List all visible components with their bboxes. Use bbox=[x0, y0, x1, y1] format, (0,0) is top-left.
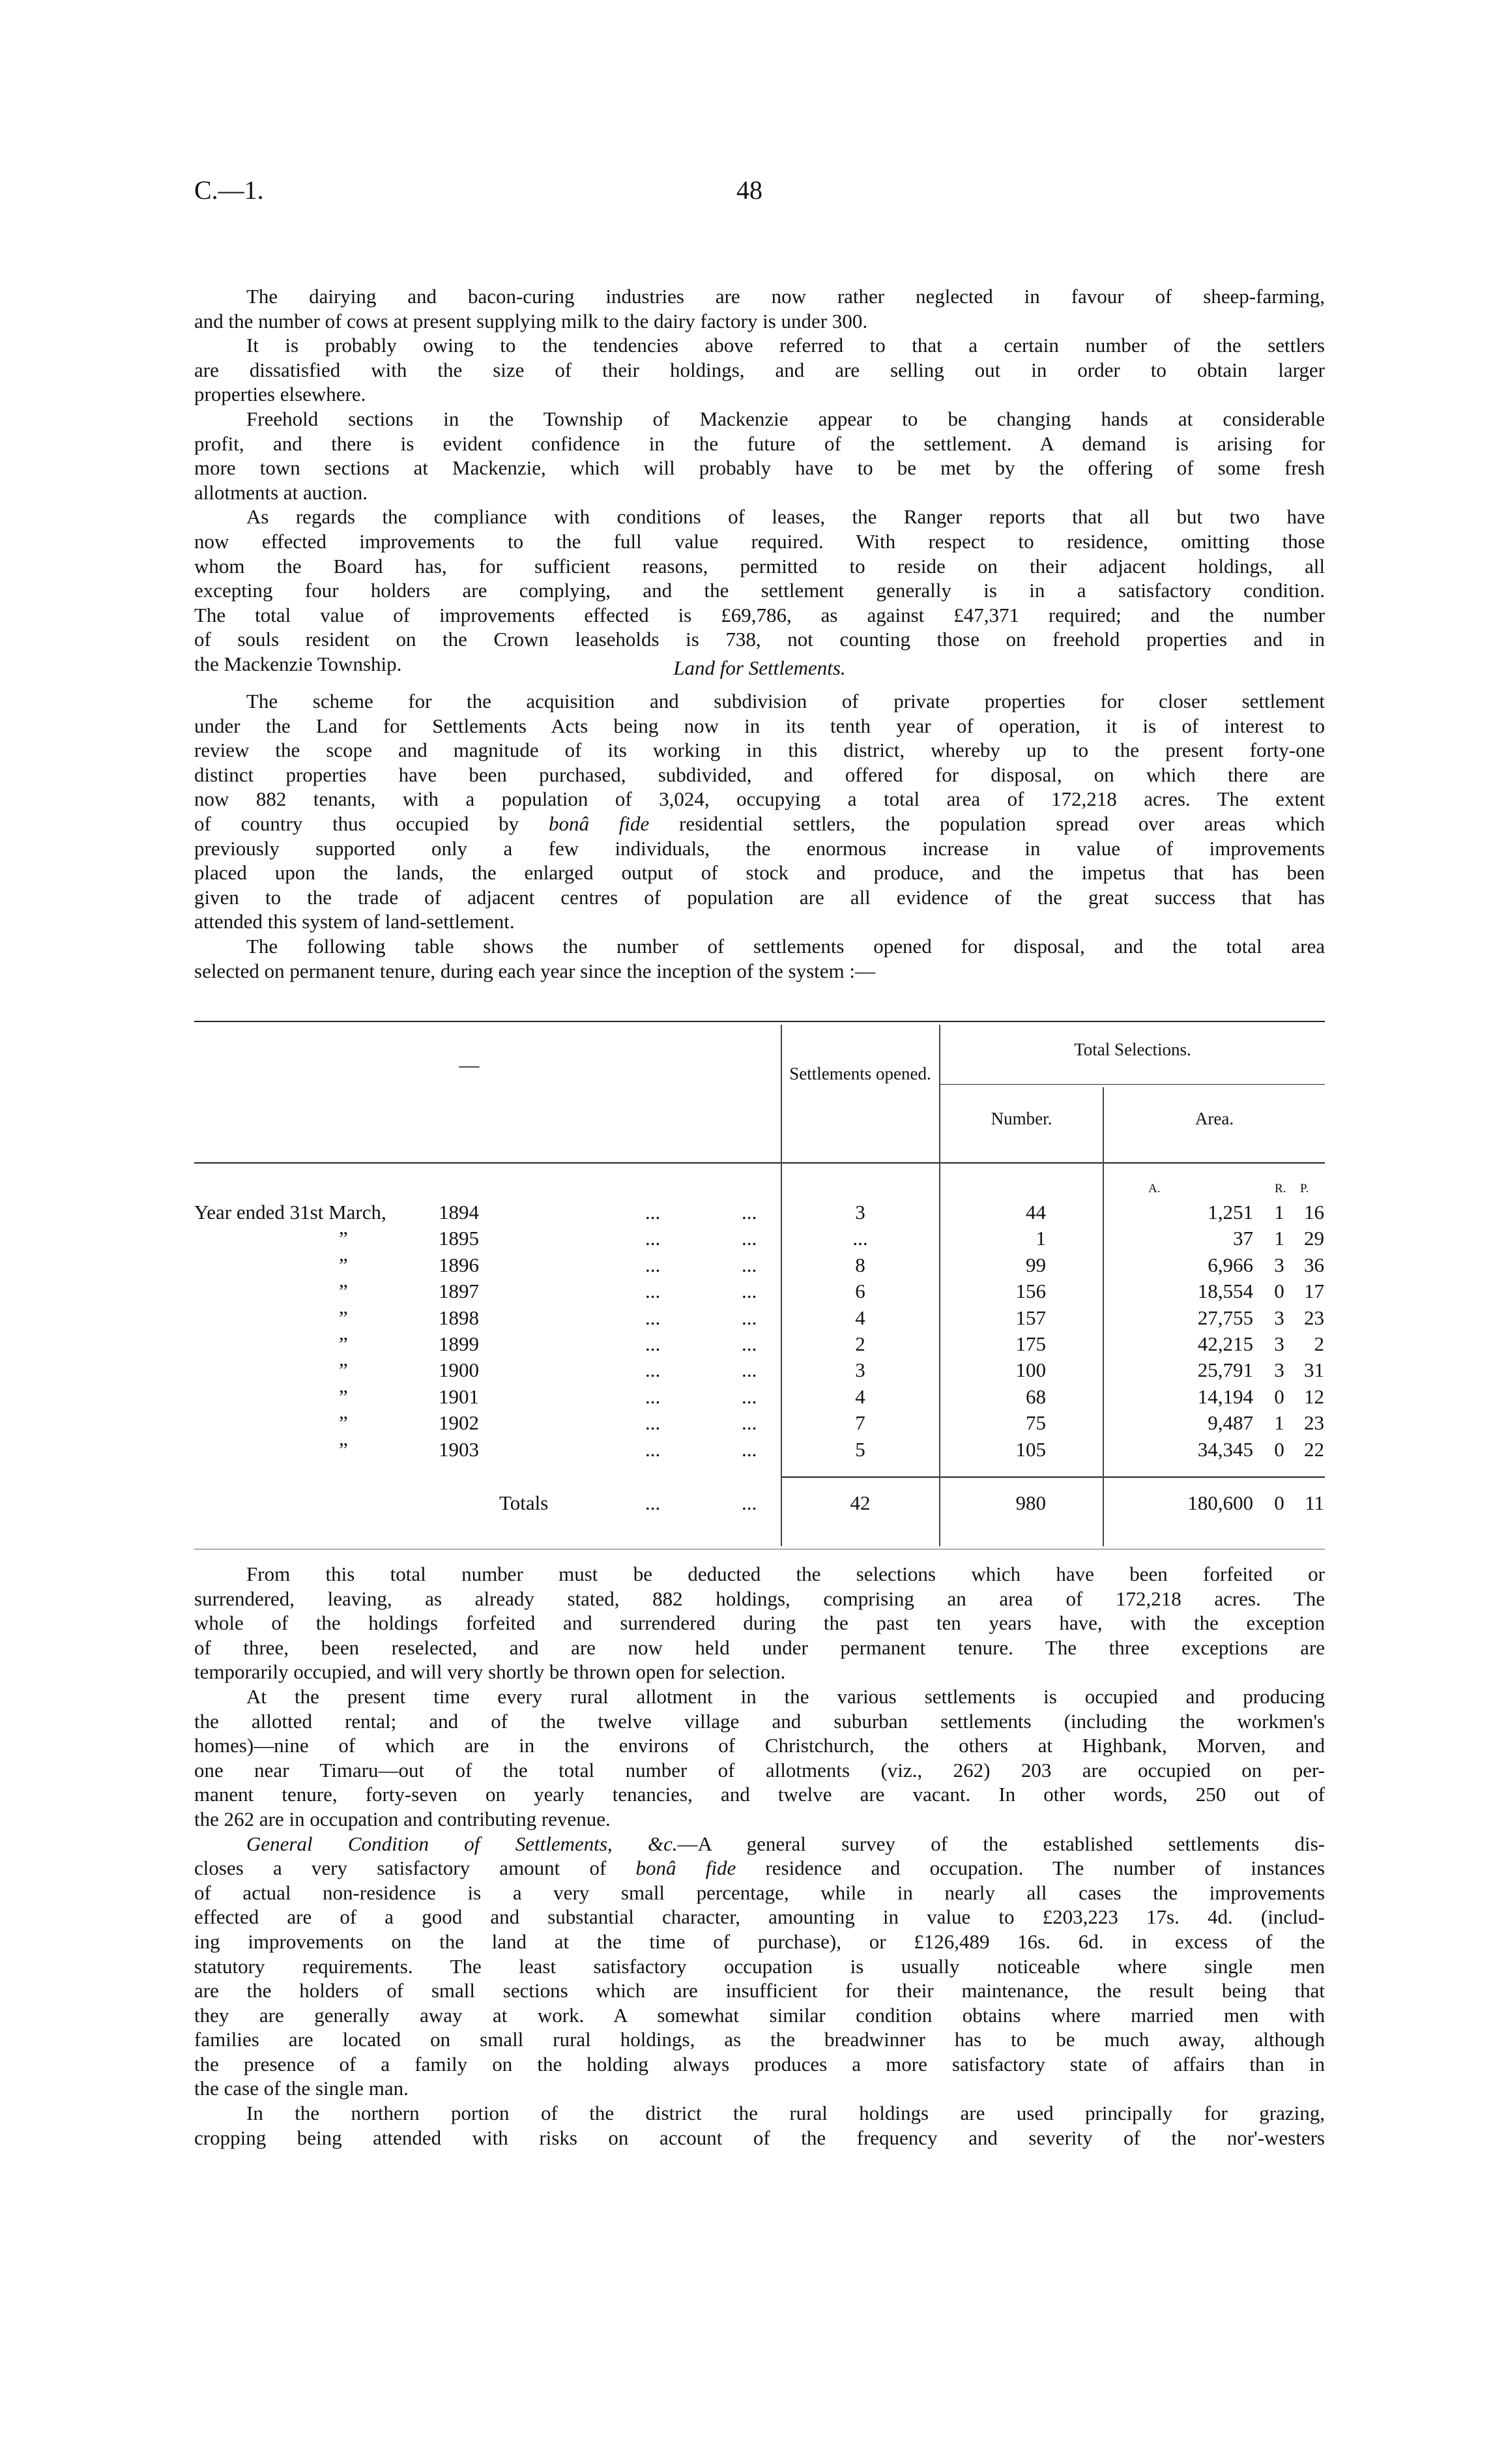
document-series: C.—1. bbox=[194, 175, 264, 205]
ditto-mark: ” bbox=[339, 1227, 348, 1250]
row-year: 1897 bbox=[439, 1280, 479, 1303]
paragraph-line: they are generally away at work. A somewhat similar condition obtains where married men with bbox=[194, 2003, 1325, 2027]
page-number: 48 bbox=[736, 175, 762, 205]
paragraph-line: excepting four holders are complying, and the settlement generally is in a satisfactory condition. bbox=[194, 579, 1325, 602]
section-heading: Land for Settlements. bbox=[673, 656, 846, 679]
area-perches: 31 bbox=[1304, 1358, 1324, 1382]
selections-number: 156 bbox=[1015, 1280, 1046, 1303]
row-year: 1894 bbox=[439, 1201, 479, 1224]
area-perches: 17 bbox=[1304, 1280, 1324, 1303]
row-year: 1898 bbox=[439, 1306, 479, 1329]
totals-settlements: 42 bbox=[850, 1491, 871, 1514]
paragraph-line: are the holders of small sections which are insufficient for their maintenance, the result being that bbox=[194, 1979, 1325, 2002]
leader-dots: ... bbox=[742, 1411, 757, 1435]
italic-text-run: General Condition of Settlements, &c. bbox=[246, 1832, 678, 1855]
area-perches: 12 bbox=[1304, 1385, 1324, 1408]
totals-acres: 180,600 bbox=[1187, 1491, 1253, 1514]
paragraph-line: of three, been reselected, and are now held under permanent tenure. The three exceptions are bbox=[194, 1635, 1325, 1659]
paragraph-line: one near Timaru—out of the total number of allotments (viz., 262) 203 are occupied on per- bbox=[194, 1758, 1325, 1782]
totals-number: 980 bbox=[1015, 1491, 1046, 1514]
area-perches: 23 bbox=[1304, 1411, 1324, 1435]
table-header-rule bbox=[194, 1162, 1325, 1164]
area-perches: 22 bbox=[1304, 1437, 1324, 1461]
area-roods: 0 bbox=[1274, 1280, 1284, 1303]
area-perches: 36 bbox=[1304, 1253, 1324, 1276]
paragraph-line: the presence of a family on the holding always produces a more satisfactory state of affairs than in bbox=[194, 2052, 1325, 2075]
paragraph-line: placed upon the lands, the enlarged output of stock and produce, and the impetus that has been bbox=[194, 861, 1325, 885]
area-acres: 34,345 bbox=[1197, 1437, 1253, 1461]
area-perches: 16 bbox=[1304, 1201, 1324, 1224]
row-year: 1903 bbox=[439, 1437, 479, 1461]
totals-roods: 0 bbox=[1274, 1491, 1284, 1514]
paragraph-line: families are located on small rural holdings, as the breadwinner has to be much away, although bbox=[194, 2028, 1325, 2051]
paragraph-line: The following table shows the number of settlements opened for disposal, and the total area bbox=[246, 934, 1325, 958]
area-roods: 3 bbox=[1274, 1253, 1284, 1276]
text-run: closes a very satisfactory amount of bbox=[194, 1856, 636, 1880]
leader-dots: ... bbox=[742, 1306, 757, 1329]
paragraph-line: In the northern portion of the district the rural holdings are used principally for grazing, bbox=[246, 2102, 1325, 2125]
italic-text-run: bonâ fide bbox=[635, 1856, 736, 1880]
settlements-opened: 7 bbox=[855, 1411, 865, 1435]
selections-number: 157 bbox=[1015, 1306, 1046, 1329]
settlements-opened: 6 bbox=[855, 1280, 865, 1303]
paragraph-line: ing improvements on the land at the time of purchase), or £126,489 16s. 6d. in excess of the bbox=[194, 1929, 1325, 1953]
selections-number: 75 bbox=[1026, 1411, 1046, 1435]
leader-dots: ... bbox=[645, 1332, 661, 1355]
table-top-rule bbox=[194, 1021, 1325, 1022]
leader-dots: ... bbox=[742, 1437, 757, 1461]
leader-dots: ... bbox=[645, 1253, 661, 1276]
leader-dots: ... bbox=[742, 1385, 757, 1408]
row-year: 1901 bbox=[439, 1385, 479, 1408]
text-section-middle bbox=[194, 689, 1325, 983]
leader-dots: ... bbox=[645, 1306, 661, 1329]
settlements-opened: 4 bbox=[855, 1306, 865, 1329]
paragraph-line: whom the Board has, for sufficient reasons, permitted to reside on their adjacent holdings, all bbox=[194, 554, 1325, 578]
header-settlements-opened: Settlements opened. bbox=[789, 1064, 931, 1083]
header-total-selections: Total Selections. bbox=[1074, 1040, 1191, 1059]
paragraph-line: surrendered, leaving, as already stated, 882 holdings, comprising an area of 172,218 acres. The bbox=[194, 1587, 1325, 1610]
selections-number: 99 bbox=[1026, 1253, 1046, 1276]
area-roods: 1 bbox=[1274, 1201, 1284, 1224]
settlements-opened: 3 bbox=[855, 1358, 865, 1382]
row-year: 1895 bbox=[439, 1227, 479, 1250]
paragraph-line: review the scope and magnitude of its working in this district, whereby up to the present forty-one bbox=[194, 739, 1325, 762]
paragraph-line: the allotted rental; and of the twelve village and suburban settlements (including the workmen's bbox=[194, 1709, 1325, 1733]
header-area: Area. bbox=[1195, 1109, 1234, 1128]
ditto-mark: ” bbox=[339, 1253, 348, 1276]
area-roods: 1 bbox=[1274, 1227, 1284, 1250]
paragraph-line bbox=[194, 1832, 1325, 1856]
paragraph-line: From this total number must be deducted the selections which have been forfeited or bbox=[246, 1562, 1325, 1585]
settlements-opened: 4 bbox=[855, 1385, 865, 1408]
leader-dots: ... bbox=[742, 1201, 757, 1224]
row-year: 1896 bbox=[439, 1253, 479, 1276]
leader-dots: ... bbox=[645, 1411, 661, 1435]
paragraph-line: the case of the single man. bbox=[194, 2077, 409, 2100]
text-section-bottom bbox=[194, 1562, 1325, 2150]
selections-number: 105 bbox=[1015, 1437, 1046, 1461]
text-run: residence and occupation. The number of instances bbox=[736, 1856, 1325, 1880]
area-acres: 1,251 bbox=[1208, 1201, 1253, 1224]
area-roods: 3 bbox=[1274, 1306, 1284, 1329]
paragraph-line: statutory requirements. The least satisfactory occupation is usually noticeable where single men bbox=[194, 1954, 1325, 1978]
leader-dots: ... bbox=[645, 1227, 661, 1250]
paragraph-line: selected on permanent tenure, during each year since the inception of the system :— bbox=[194, 959, 876, 982]
settlements-opened: ... bbox=[852, 1227, 868, 1250]
paragraph-line bbox=[194, 812, 1325, 836]
leader-dots: ... bbox=[645, 1201, 661, 1224]
area-acres: 25,791 bbox=[1197, 1358, 1253, 1382]
header-number: Number. bbox=[991, 1109, 1052, 1128]
leader-dots: ... bbox=[645, 1385, 661, 1408]
area-acres: 14,194 bbox=[1197, 1385, 1253, 1408]
paragraph-line: manent tenure, forty-seven on yearly tenancies, and twelve are vacant. In other words, 250 out of bbox=[194, 1783, 1325, 1806]
paragraph-line: The dairying and bacon-curing industries are now rather neglected in favour of sheep-farming, bbox=[246, 285, 1325, 308]
unit-perches: P. bbox=[1300, 1182, 1309, 1195]
paragraph-line: distinct properties have been purchased, subdivided, and offered for disposal, on which there are bbox=[194, 763, 1325, 786]
paragraph-line: and the number of cows at present supplying milk to the dairy factory is under 300. bbox=[194, 309, 868, 332]
stub-header: — bbox=[459, 1053, 480, 1076]
area-roods: 0 bbox=[1274, 1385, 1284, 1408]
area-roods: 1 bbox=[1274, 1411, 1284, 1435]
area-perches: 2 bbox=[1314, 1332, 1324, 1355]
leader-dots: ... bbox=[742, 1227, 757, 1250]
paragraph-line: The total value of improvements effected is £69,786, as against £47,371 required; and the number bbox=[194, 603, 1325, 626]
paragraph-line: previously supported only a few individuals, the enormous increase in value of improvements bbox=[194, 836, 1325, 860]
selections-number: 175 bbox=[1015, 1332, 1046, 1355]
ditto-mark: ” bbox=[339, 1332, 348, 1355]
area-roods: 3 bbox=[1274, 1332, 1284, 1355]
leader-dots: ... bbox=[742, 1491, 757, 1514]
leader-dots: ... bbox=[742, 1253, 757, 1276]
leader-dots: ... bbox=[742, 1358, 757, 1382]
area-acres: 18,554 bbox=[1197, 1280, 1253, 1303]
leader-dots: ... bbox=[645, 1437, 661, 1461]
area-acres: 6,966 bbox=[1208, 1253, 1253, 1276]
leader-dots: ... bbox=[742, 1332, 757, 1355]
ditto-mark: ” bbox=[339, 1385, 348, 1408]
totals-perches: 11 bbox=[1305, 1491, 1324, 1514]
settlements-opened: 8 bbox=[855, 1253, 865, 1276]
paragraph-line: cropping being attended with risks on account of the frequency and severity of the nor'-westers bbox=[194, 2126, 1325, 2149]
text-run: of country thus occupied by bbox=[194, 812, 549, 835]
row-label-prefix: Year ended 31st March, bbox=[194, 1201, 386, 1224]
table-group-rule bbox=[939, 1084, 1325, 1085]
area-roods: 3 bbox=[1274, 1358, 1284, 1382]
area-perches: 23 bbox=[1304, 1306, 1324, 1329]
paragraph-line: allotments at auction. bbox=[194, 480, 368, 504]
paragraph-line: It is probably owing to the tendencies above referred to that a certain number of the settlers bbox=[246, 334, 1325, 357]
paragraph-line: temporarily occupied, and will very shortly be thrown open for selection. bbox=[194, 1660, 786, 1684]
selections-number: 44 bbox=[1026, 1201, 1046, 1224]
ditto-mark: ” bbox=[339, 1411, 348, 1435]
text-run: —A general survey of the established settlements dis- bbox=[677, 1832, 1325, 1855]
row-year: 1899 bbox=[439, 1332, 479, 1355]
selections-number: 1 bbox=[1036, 1227, 1046, 1250]
paragraph-line: more town sections at Mackenzie, which will probably have to be met by the offering of some fresh bbox=[194, 456, 1325, 480]
paragraph-line: of souls resident on the Crown leaseholds is 738, not counting those on freehold properties and in bbox=[194, 628, 1325, 651]
area-perches: 29 bbox=[1304, 1227, 1324, 1250]
paragraph-line: now effected improvements to the full value required. With respect to residence, omitting those bbox=[194, 529, 1325, 553]
leader-dots: ... bbox=[645, 1358, 661, 1382]
unit-acres: A. bbox=[1148, 1182, 1161, 1195]
ditto-mark: ” bbox=[339, 1280, 348, 1303]
selections-number: 68 bbox=[1026, 1385, 1046, 1408]
paragraph-line: the Mackenzie Township. bbox=[194, 652, 402, 675]
paragraph-line: now 882 tenants, with a population of 3,024, occupying a total area of 172,218 acres. The extent bbox=[194, 787, 1325, 811]
ditto-mark: ” bbox=[339, 1358, 348, 1382]
row-year: 1900 bbox=[439, 1358, 479, 1382]
paragraph-line: Freehold sections in the Township of Mackenzie appear to be changing hands at considerable bbox=[246, 407, 1325, 430]
area-acres: 42,215 bbox=[1197, 1332, 1253, 1355]
unit-roods: R. bbox=[1275, 1182, 1286, 1195]
paragraph-line: of actual non-residence is a very small percentage, while in nearly all cases the improvements bbox=[194, 1881, 1325, 1904]
paragraph-line: under the Land for Settlements Acts being now in its tenth year of operation, it is of interest to bbox=[194, 714, 1325, 737]
paragraph-line: homes)—nine of which are in the environs of Christchurch, the others at Highbank, Morven, and bbox=[194, 1734, 1325, 1757]
table-totals-rule bbox=[781, 1476, 1325, 1478]
area-acres: 37 bbox=[1233, 1227, 1253, 1250]
leader-dots: ... bbox=[645, 1491, 661, 1514]
text-section-top bbox=[194, 284, 1325, 677]
paragraph-line: attended this system of land-settlement. bbox=[194, 910, 515, 933]
italic-text-run: bonâ fide bbox=[548, 812, 650, 835]
leader-dots: ... bbox=[645, 1280, 661, 1303]
paragraph-line bbox=[194, 1856, 1325, 1881]
paragraph-line: profit, and there is evident confidence in the future of the settlement. A demand is arising for bbox=[194, 432, 1325, 455]
leader-dots: ... bbox=[742, 1280, 757, 1303]
totals-label: Totals bbox=[499, 1491, 549, 1514]
paragraph-line: the 262 are in occupation and contributing revenue. bbox=[194, 1807, 611, 1830]
ditto-mark: ” bbox=[339, 1437, 348, 1461]
paragraph-line: At the present time every rural allotment in the various settlements is occupied and producing bbox=[246, 1684, 1325, 1708]
ditto-mark: ” bbox=[339, 1306, 348, 1329]
selections-number: 100 bbox=[1015, 1358, 1046, 1382]
settlements-opened: 3 bbox=[855, 1201, 865, 1224]
paragraph-line: are dissatisfied with the size of their holdings, and are selling out in order to obtain larger bbox=[194, 358, 1325, 381]
area-roods: 0 bbox=[1274, 1437, 1284, 1461]
paragraph-line: The scheme for the acquisition and subdivision of private properties for closer settlement bbox=[246, 690, 1325, 712]
area-acres: 9,487 bbox=[1208, 1411, 1253, 1435]
paragraph-line: properties elsewhere. bbox=[194, 383, 366, 406]
settlements-opened: 5 bbox=[855, 1437, 865, 1461]
paragraph-line: As regards the compliance with conditions of leases, the Ranger reports that all but two have bbox=[246, 505, 1325, 529]
paragraph-line: given to the trade of adjacent centres of population are all evidence of the great success that has bbox=[194, 885, 1325, 909]
paragraph-line: effected are of a good and substantial character, amounting in value to £203,223 17s. 4d. (includ- bbox=[194, 1905, 1325, 1929]
paragraph-line: whole of the holdings forfeited and surrendered during the past ten years have, with the exception bbox=[194, 1611, 1325, 1635]
text-run: residential settlers, the population spread over areas which bbox=[649, 812, 1325, 835]
row-year: 1902 bbox=[439, 1411, 479, 1435]
settlements-opened: 2 bbox=[855, 1332, 865, 1355]
area-acres: 27,755 bbox=[1197, 1306, 1253, 1329]
